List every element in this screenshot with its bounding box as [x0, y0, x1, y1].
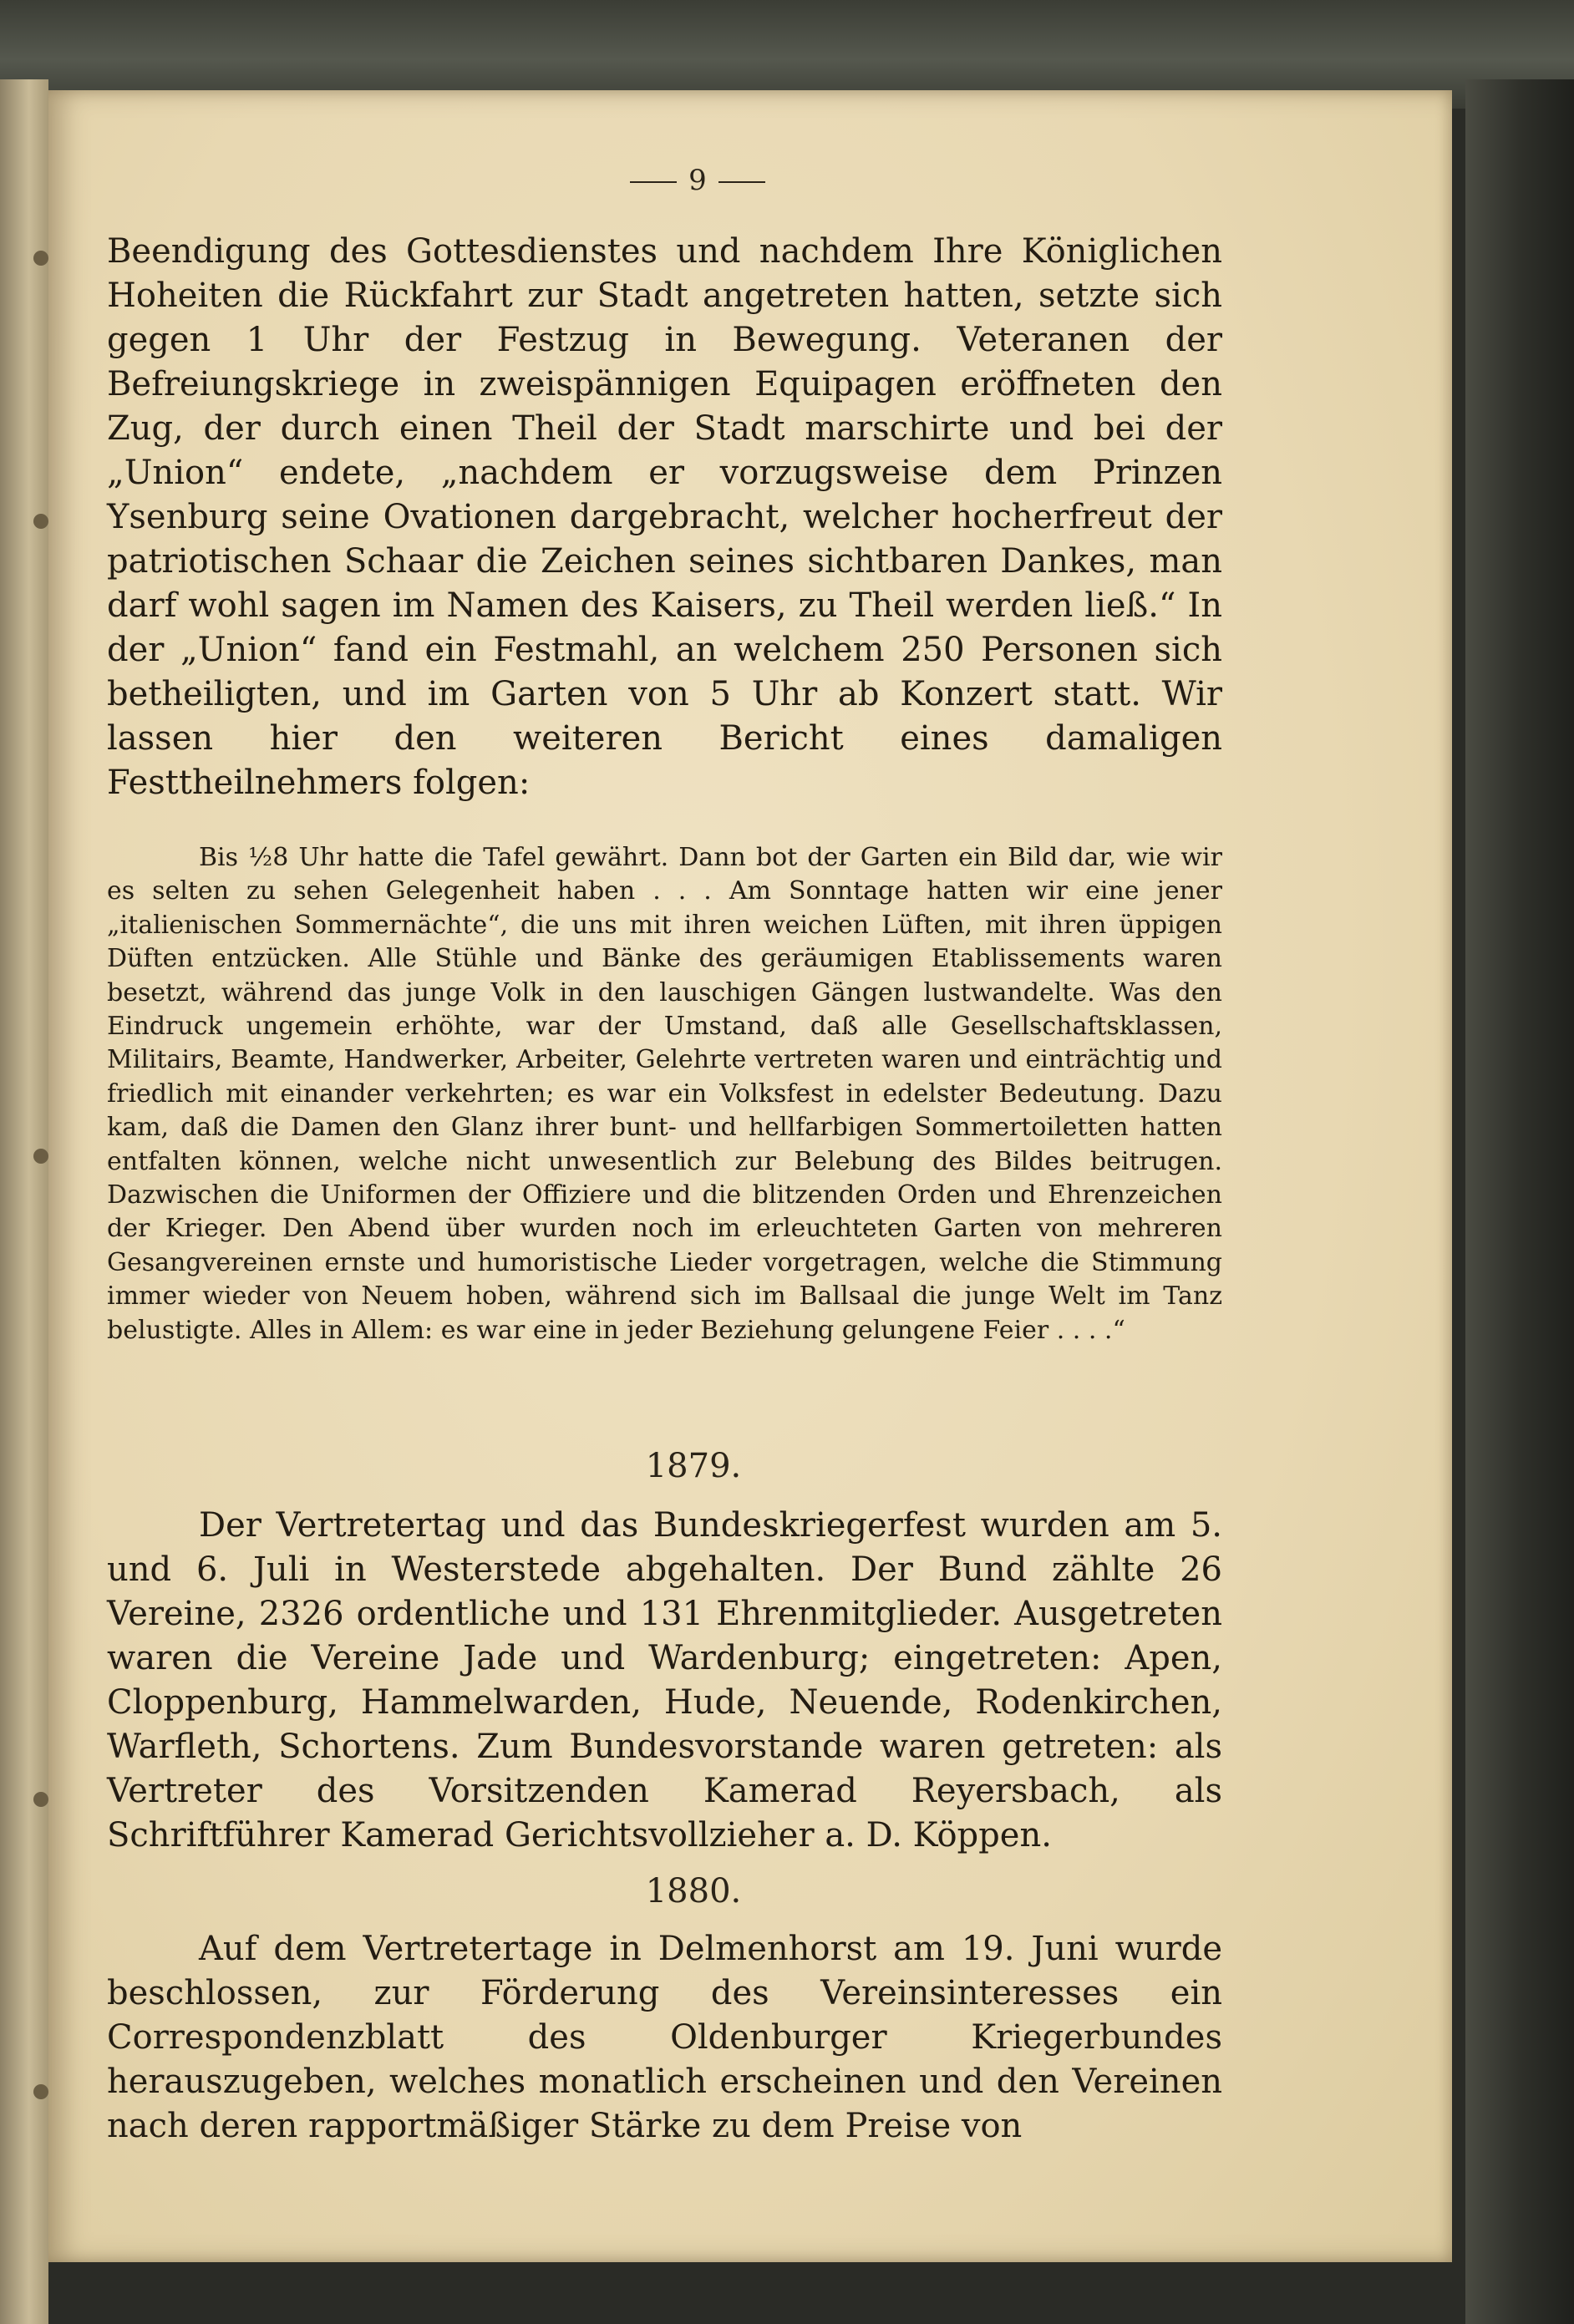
stitch-mark	[33, 2084, 48, 2099]
paragraph-1880: Auf dem Vertretertage in Delmenhorst am 19. Juni wurde beschlossen, zur Förderung des Vereinsinteresses ein Correspondenzblatt des Oldenburger Kriegerbundes herauszugeben, welches monatlich erscheinen und den Vereinen nach deren rapportmäßiger Stärke zu dem Preise von	[107, 1930, 1222, 2145]
binding-gutter	[0, 79, 48, 2324]
page-number: 9	[597, 164, 798, 197]
stitch-mark	[33, 1792, 48, 1807]
paragraph-1879: Der Vertretertag und das Bundeskriegerfest wurden am 5. und 6. Juli in Westerstede abgehalten. Der Bund zählte 26 Vereine, 2326 ordentliche und 131 Ehrenmitglieder. Ausgetreten waren die Vereine Jade und Wardenburg; eingetreten: Apen, Cloppenburg, Hammelwarden, Hude, Neuende, Rodenkirchen, Warfleth, Schortens. Zum Bundesvorstande waren getreten: als Vertreter des Vorsitzenden Kamerad Reyersbach, als Schriftführer Kamerad Gerichtsvollzieher a. D. Köppen.	[107, 1506, 1222, 1855]
stitch-mark	[33, 251, 48, 266]
section-year-1880: 1880.	[645, 1872, 742, 1910]
quoted-report: Bis ½8 Uhr hatte die Tafel gewährt. Dann bot der Garten ein Bild dar, wie wir es selten zu sehen Gelegenheit haben . . . Am Sonntage hatten wir eine jener „italienischen Sommernächte“, die uns mit ihren weichen Lüften, mit ihren üppigen Düften entzücken. Alle Stühle und Bänke des geräumigen Etablissements waren besetzt, während das junge Volk in den lauschigen Gängen lustwandelte. Was den Eindruck ungemein erhöhte, war der Umstand, daß alle Gesellschaftsklassen, Militairs, Beamte, Handwerker, Arbeiter, Gelehrte vertreten waren und einträchtig und friedlich mit einander verkehrten; es war ein Volksfest in edelster Bedeutung. Dazu kam, daß die Damen den Glanz ihrer bunt- und hellfarbigen Sommertoiletten hatten entfalten können, welche nicht unwesentlich zur Belebung des Bildes beitrugen. Dazwischen die Uniformen der Offiziere und die blitzenden Orden und Ehrenzeichen der Krieger. Den Abend über wurden noch im erleuchteten Garten von mehreren Gesangvereinen ernste und humoristische Lieder vorgetragen, welche die Stimmung immer wieder von Neuem hoben, während sich im Ballsaal die junge Welt im Tanz belustigte. Alles in Allem: es war eine in jeder Beziehung gelungene Feier . . . .“	[107, 843, 1222, 1345]
book-cover-edge	[1465, 79, 1574, 2324]
stitch-mark	[33, 1149, 48, 1164]
stitch-mark	[33, 514, 48, 529]
paragraph-intro: Beendigung des Gottesdienstes und nachdem Ihre Königlichen Hoheiten die Rückfahrt zur Stadt angetreten hatten, setzte sich gegen 1 Uhr der Festzug in Bewegung. Veteranen der Befreiungskriege in zweispännigen Equipagen eröffneten den Zug, der durch einen Theil der Stadt marschirte und bei der „Union“ endete, „nachdem er vorzugsweise dem Prinzen Ysenburg seine Ovationen dargebracht, welcher hocherfreut der patriotischen Schaar die Zeichen seines sichtbaren Dankes, man darf wohl sagen im Namen des Kaisers, zu Theil werden ließ.“ In der „Union“ fand ein Festmahl, an welchem 250 Personen sich betheiligten, und im Garten von 5 Uhr ab Konzert statt. Wir lassen hier den weiteren Bericht eines damaligen Festtheilnehmers folgen:	[107, 232, 1222, 802]
section-year-1879: 1879.	[645, 1447, 742, 1485]
